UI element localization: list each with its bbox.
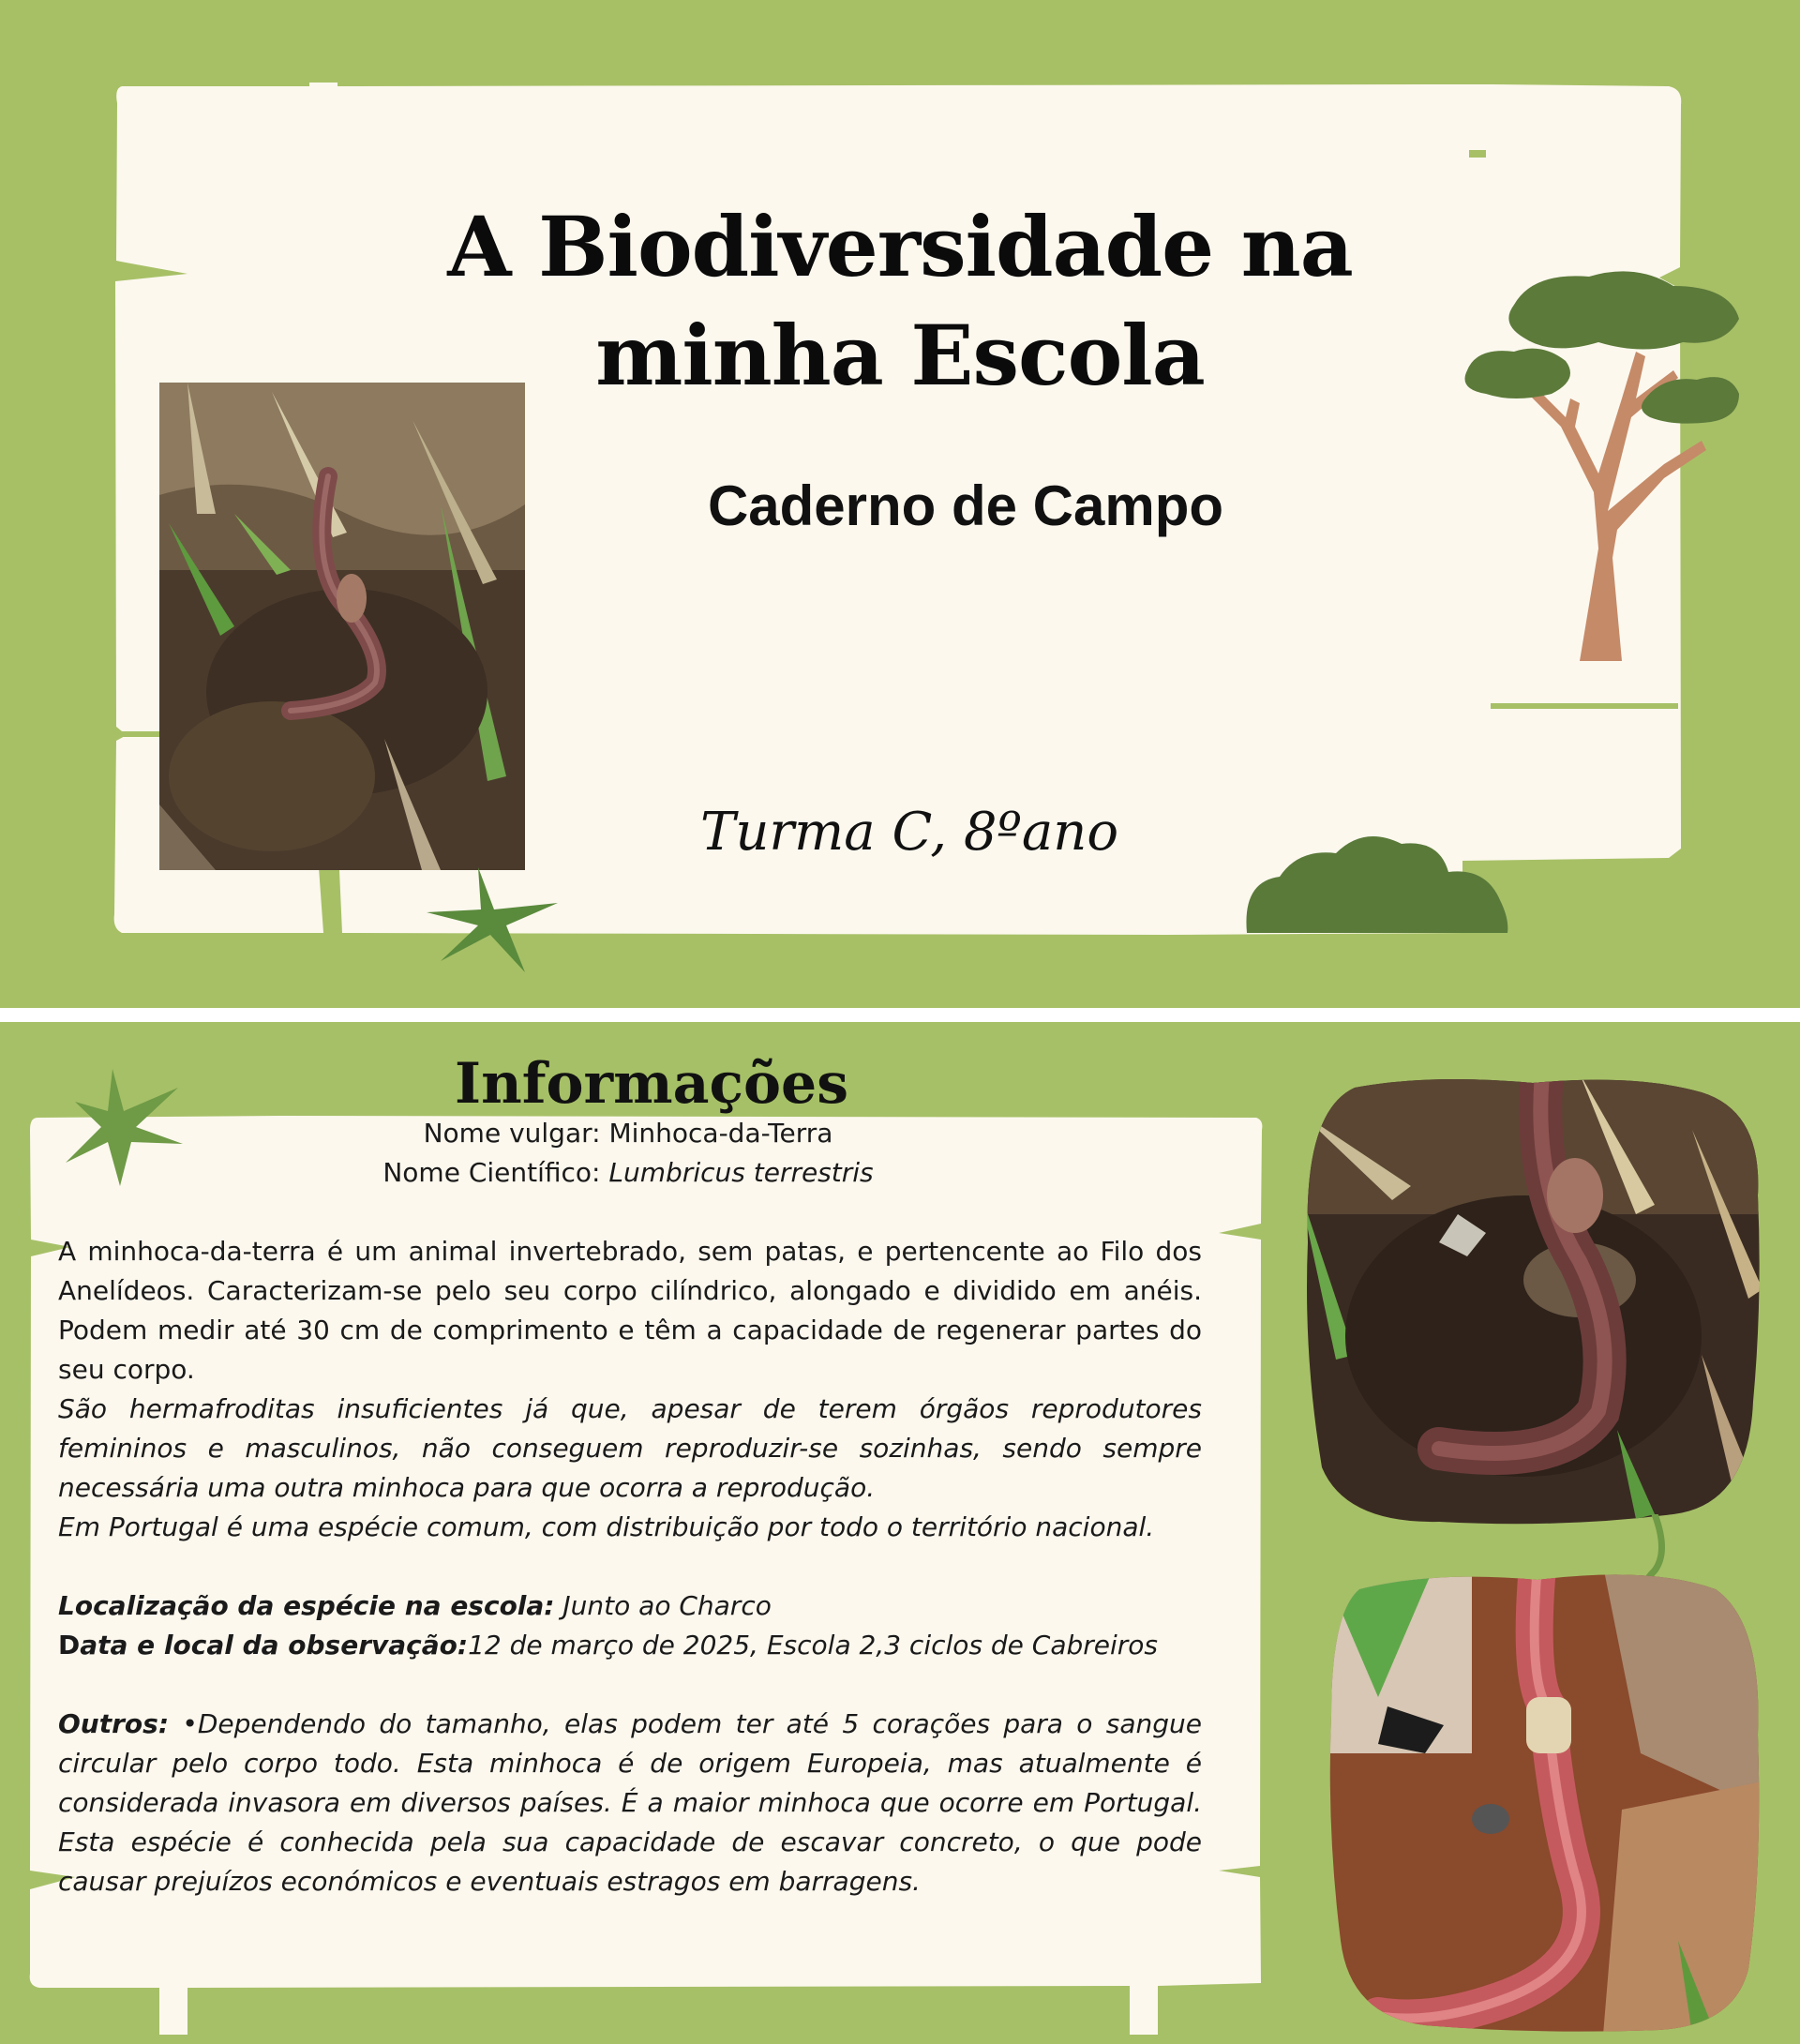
- location-value: Junto ao Charco: [554, 1590, 772, 1621]
- cover-slide: [0, 0, 1800, 1008]
- others-paragraph: [58, 1705, 1202, 1901]
- common-name-line: [262, 1114, 994, 1153]
- common-name-label: Nome vulgar:: [423, 1118, 609, 1149]
- scientific-name: Lumbricus terrestris: [608, 1157, 874, 1188]
- paragraph-reproduction: São hermafroditas insuficientes já que, apesar de terem órgãos reprodutores femininos e masculinos, não conseguem reproduzir-se sozinhas, sendo sempre necessária uma outra minhoca para que ocorra a reprodução.: [58, 1393, 1202, 1503]
- paragraph-description: A minhoca-da-terra é um animal invertebrado, sem patas, e pertencente ao Filo dos Anelídeos. Caracterizam-se pelo seu corpo cilíndrico, alongado e dividido em anéis. Podem medir até 30 cm de comprimento e têm a capacidade de regenerar partes do seu corpo.: [58, 1236, 1202, 1385]
- location-label: Localização da espécie na escola:: [58, 1590, 555, 1621]
- tree-icon: [1458, 267, 1767, 670]
- worm-photo-closeup: [1298, 1074, 1762, 1533]
- title-line-2: minha Escola: [595, 307, 1205, 404]
- scientific-name-label: Nome Científico:: [382, 1157, 609, 1188]
- paragraph-distribution: Em Portugal é uma espécie comum, com distribuição por todo o território nacional.: [58, 1511, 1155, 1542]
- others-label: Outros:: [58, 1708, 170, 1739]
- location-line: [58, 1586, 1202, 1626]
- star-icon: [427, 867, 567, 975]
- info-heading: Informações: [455, 1051, 848, 1117]
- info-body: [58, 1232, 1202, 1901]
- date-label-first: D: [58, 1630, 81, 1661]
- bush-icon: [1242, 825, 1514, 933]
- class-label: Turma C, 8ºano: [699, 802, 1119, 863]
- date-label: ata e local da observação:: [80, 1630, 469, 1661]
- page-title: [356, 192, 1444, 410]
- subtitle: Caderno de Campo: [707, 474, 1224, 537]
- date-value: 12 de março de 2025, Escola 2,3 ciclos de Cabreiros: [468, 1630, 1159, 1661]
- others-text: •Dependendo do tamanho, elas podem ter até 5 corações para o sangue circular pelo corpo todo. Esta minhoca é de origem Europeia, mas atualmente é considerada invasora em diversos países. É a maior minhoca que ocorre em Portugal. Esta espécie é conhecida pela sua capacidade de escavar concreto, o que pode causar prejuízos económicos e eventuais estragos em barragens.: [58, 1708, 1202, 1897]
- info-slide: [0, 1022, 1800, 2044]
- date-line: [58, 1626, 1202, 1665]
- common-name: Minhoca-da-Terra: [608, 1118, 833, 1149]
- scientific-name-line: [262, 1153, 994, 1193]
- worm-photo: [159, 383, 525, 870]
- species-names: [262, 1114, 994, 1193]
- worm-drawing: [1322, 1566, 1762, 2035]
- star-icon: [66, 1069, 188, 1186]
- title-line-1: A Biodiversidade na: [447, 198, 1353, 295]
